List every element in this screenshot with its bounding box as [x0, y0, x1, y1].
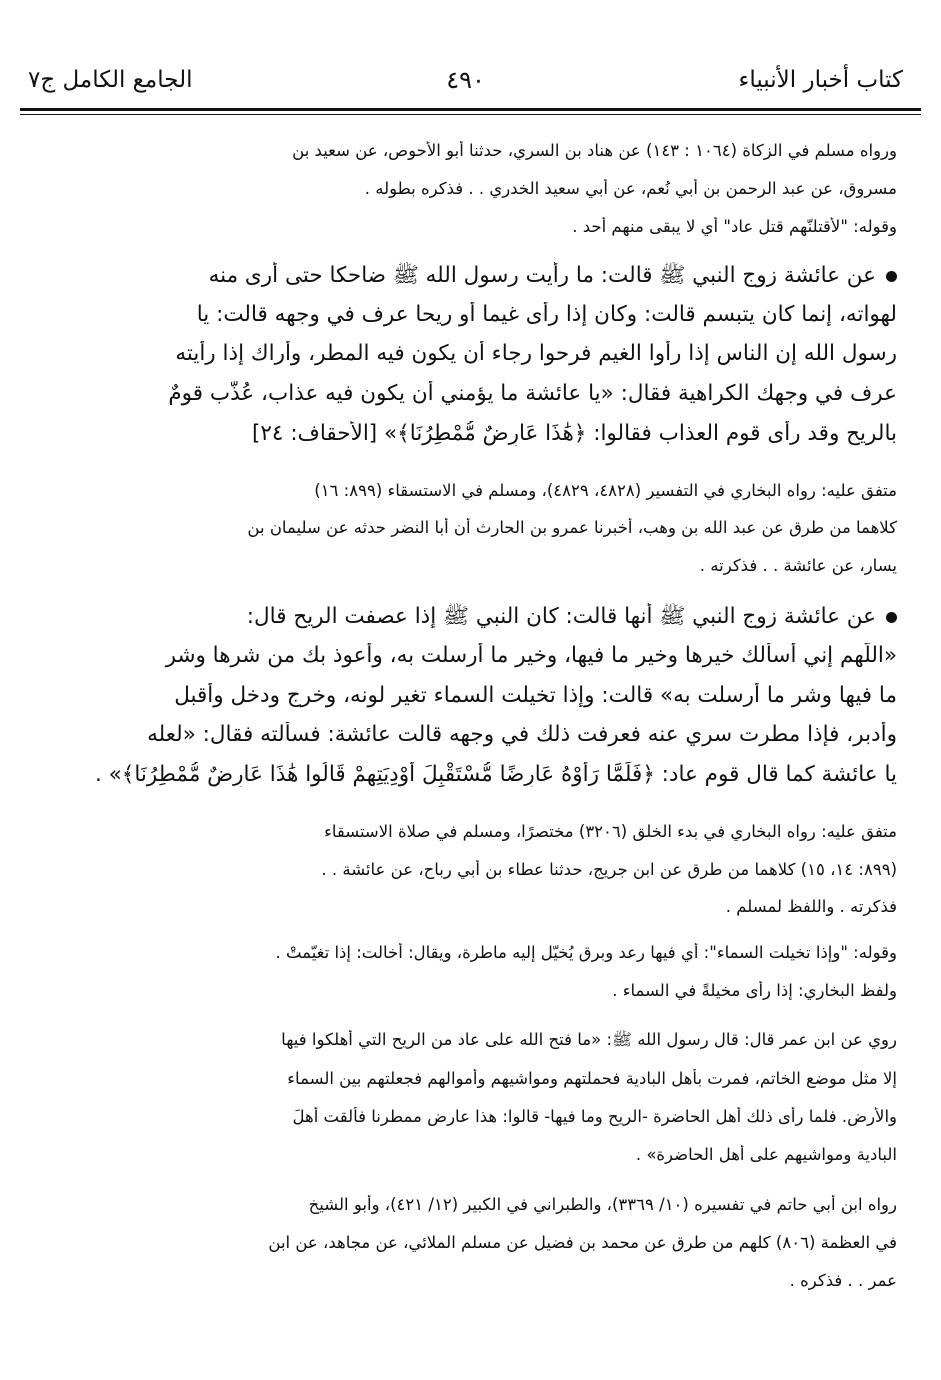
text-line: والأرض. فلما رأى ذلك أهل الحاضرة -الريح وما فيها- قالوا: هذا عارض ممطرنا فألقت أهلَ: [292, 1107, 897, 1126]
hadith-paragraph-line: [44, 262, 897, 293]
text-line: متفق عليه: رواه البخاري في التفسير (٤٨٢٨، ٤٨٢٩)، ومسلم في الاستسقاء (٨٩٩: ١٦): [314, 481, 897, 500]
text-line: فذكرته . واللفظ لمسلم .: [725, 897, 897, 916]
text-line: البادية ومواشيهم على أهل الحاضرة» .: [635, 1145, 897, 1164]
text-line: عرف في وجهك الكراهية فقال: «يا عائشة ما يؤمني أن يكون فيه عذاب، عُذّب قومٌ: [168, 381, 897, 406]
text-line: رواه ابن أبي حاتم في تفسيره (١٠/ ٣٣٦٩)، والطبراني في الكبير (١٢/ ٤٢١)، وأبو الشيخ: [308, 1195, 897, 1214]
text-line: إلا مثل موضع الخاتم، فمرت بأهل البادية فحملتهم ومواشيهم وأموالهم فجعلتهم بين السماء: [287, 1069, 897, 1088]
text-line: ما فيها وشر ما أرسلت به» قالت: وإذا تخيلت السماء تغير لونه، وخرج ودخل وأقبل: [174, 683, 897, 708]
running-header: [28, 60, 903, 100]
text-line: ولفظ البخاري: إذا رأى مخيلةً في السماء .: [612, 981, 897, 1000]
header-rule-thin: [20, 114, 921, 115]
text-line: روي عن ابن عمر قال: قال رسول الله ﷺ: «ما فتح الله على عاد من الريح التي أهلكوا فيها: [281, 1030, 897, 1049]
hadith-paragraph-line: [44, 603, 897, 634]
text-line: وقوله: "وإذا تخيلت السماء": أي فيها رعد وبرق يُخيّل إليه ماطرة، ويقال: أخالت: إذا تغيّمتْ .: [275, 943, 897, 962]
bullet-icon: [886, 612, 897, 623]
text-line: عمر . . فذكره .: [789, 1271, 897, 1290]
header-book-title: كتاب أخبار الأنبياء: [738, 67, 903, 93]
text-line: رسول الله إن الناس إذا رأوا الغيم فرحوا رجاء أن يكون فيه المطر، وأراك إذا رأيته: [175, 341, 897, 366]
text-line: يا عائشة كما قال قوم عاد: ﴿فَلَمَّا رَأَوْهُ عَارِضًا مُّسْتَقْبِلَ أَوْدِيَتِهِمْ قَالُوا هَٰذَا عَارِضٌ مُّمْطِرُنَا﴾» .: [94, 762, 897, 787]
text-line: لهواته، إنما كان يتبسم قالت: وكان إذا رأى غيما أو ريحا عرف في وجهه قالت: يا: [196, 302, 897, 327]
text-line: «اللّهم إني أسألك خيرها وخير ما فيها، وخير ما أرسلت به، وأعوذ بك من شرها وشر: [165, 643, 897, 668]
text-line: عن عائشة زوج النبي ﷺ قالت: ما رأيت رسول الله ﷺ ضاحكا حتى أرى منه: [208, 263, 876, 288]
bullet-icon: [886, 271, 897, 282]
text-line: وقوله: "لأقتلنّهم قتل عاد" أي لا يبقى منهم أحد .: [572, 217, 897, 236]
text-line: متفق عليه: رواه البخاري في بدء الخلق (٣٢٠٦) مختصرًا، ومسلم في صلاة الاستسقاء: [324, 822, 897, 841]
text-line: عن عائشة زوج النبي ﷺ أنها قالت: كان النبي ﷺ إذا عصفت الريح قال:: [246, 604, 876, 629]
text-line: مسروق، عن عبد الرحمن بن أبي نُعم، عن أبي سعيد الخدري . . فذكره بطوله .: [364, 179, 897, 198]
header-rule-thick: [20, 108, 921, 111]
text-line: وأدبر، فإذا مطرت سري عنه فعرفت ذلك في وجهه قالت عائشة: فسألته فقال: «لعله: [147, 722, 897, 747]
text-line: في العظمة (٨٠٦) كلهم من طرق عن محمد بن فضيل عن مسلم الملائي، عن مجاهد، عن ابن: [268, 1233, 897, 1252]
text-line: كلاهما من طرق عن عبد الله بن وهب، أخبرنا عمرو بن الحارث أن أبا النضر حدثه عن سليمان بن: [247, 518, 897, 537]
page-number: ٤٩٠: [446, 66, 485, 94]
text-line: ورواه مسلم في الزكاة (١٠٦٤ : ١٤٣) عن هناد بن السري، حدثنا أبو الأحوص، عن سعيد بن: [292, 141, 897, 160]
text-line: (٨٩٩: ١٤، ١٥) كلاهما من طرق عن ابن جريج، حدثنا عطاء بن أبي رباح، عن عائشة . .: [321, 860, 897, 879]
text-line: يسار، عن عائشة . . فذكرته .: [699, 556, 897, 575]
header-volume-title: الجامع الكامل ج٧: [28, 67, 193, 93]
text-line: بالريح وقد رأى قوم العذاب فقالوا: ﴿هَٰذَا عَارِضٌ مُّمْطِرُنَا﴾» [الأحقاف: ٢٤]: [251, 421, 897, 446]
